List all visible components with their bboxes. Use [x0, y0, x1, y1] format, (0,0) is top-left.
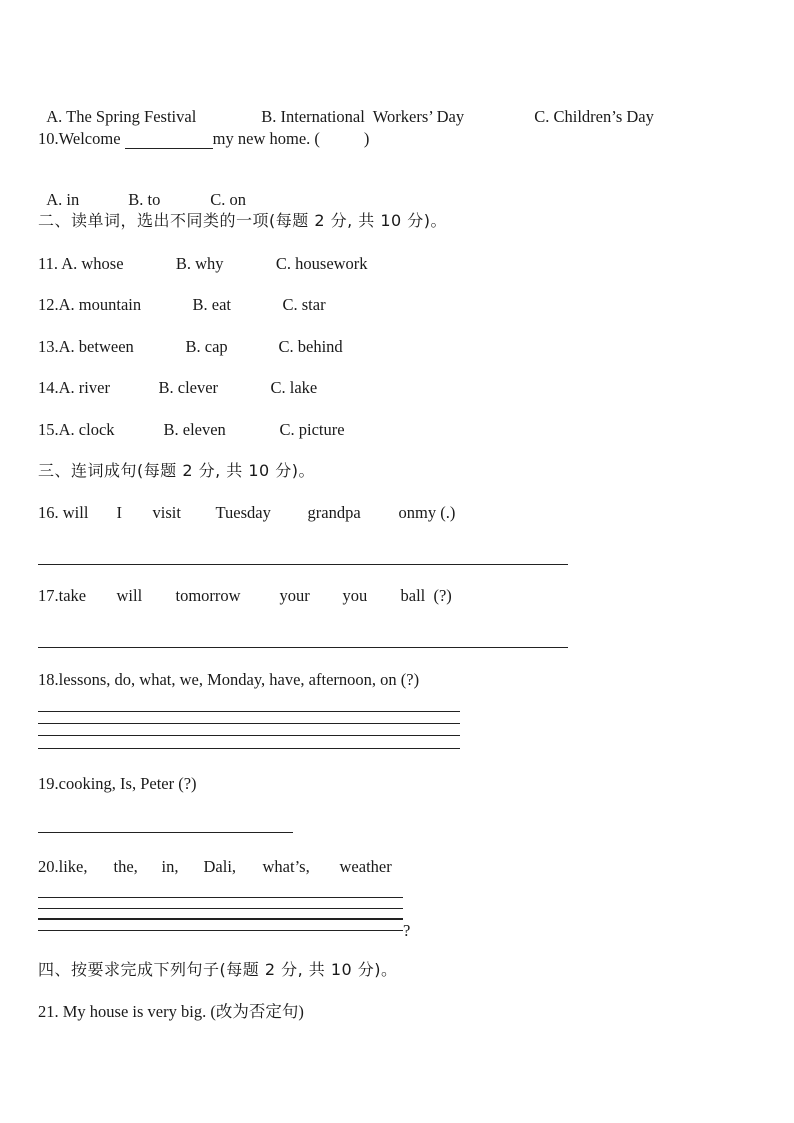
q9-option-b: B. International Workers’ Day [261, 107, 465, 126]
q20-answer-line[interactable] [38, 918, 403, 920]
q13-option-a: .A. between [54, 337, 134, 356]
q10-option-b: B. to [128, 190, 161, 209]
q19-text: .cooking, Is, Peter (?) [54, 774, 197, 793]
q21-text: . My house is very big. (改为否定句) [54, 1002, 304, 1021]
q15-option-c: C. picture [279, 420, 345, 439]
q12-option-a: .A. mountain [54, 295, 142, 314]
q10-close: ) [363, 129, 370, 148]
q20-word: weather [339, 857, 392, 876]
q20 [38, 857, 392, 877]
q17-word: will [116, 586, 143, 605]
section3-title: 三、连词成句(每题 2 分, 共 10 分)。 [38, 461, 316, 480]
q17-word: your [279, 586, 310, 605]
q17 [38, 586, 452, 606]
q20-word: what’s, [262, 857, 310, 876]
q18-answer-line[interactable] [38, 723, 460, 724]
q16-word: visit [152, 503, 181, 522]
q10-before: Welcome [58, 129, 125, 148]
q18-answer-line[interactable] [38, 748, 460, 749]
q12-option-c: C. star [282, 295, 326, 314]
q21 [38, 1002, 304, 1022]
q16-number: 16 [38, 503, 55, 522]
q16-word: onmy (.) [398, 503, 456, 522]
q15-number: 15 [38, 420, 55, 439]
q18-number: 18 [38, 670, 55, 689]
q17-word: ball (?) [400, 586, 452, 605]
q13-number: 13 [38, 337, 55, 356]
q11-option-c: C. housework [275, 254, 368, 273]
q10-question [38, 129, 369, 149]
section4-title: 四、按要求完成下列句子(每题 2 分, 共 10 分)。 [38, 960, 398, 979]
q17-number: 17 [38, 586, 55, 605]
q14-option-a: .A. river [54, 378, 110, 397]
q10-number: 10. [38, 129, 59, 148]
q19 [38, 774, 197, 794]
q15-option-a: .A. clock [54, 420, 115, 439]
q11-option-a: . A. whose [53, 254, 124, 273]
q17-answer-line[interactable] [38, 647, 568, 648]
q18-answer-line[interactable] [38, 711, 460, 712]
q13-option-b: B. cap [185, 337, 228, 356]
section2-title: 二、读单词，选出不同类的一项(每题 2 分, 共 10 分)。 [38, 211, 448, 230]
q12-number: 12 [38, 295, 55, 314]
q21-number: 21 [38, 1002, 55, 1021]
q9-options [38, 87, 654, 127]
q20-word: .like, [54, 857, 88, 876]
q14-number: 14 [38, 378, 55, 397]
q9-option-c: C. Children’s Day [534, 107, 654, 126]
q10-after: my new home. ( [212, 129, 320, 148]
q20-answer-line[interactable] [38, 897, 403, 898]
q18-answer-line[interactable] [38, 735, 460, 736]
q10-blank[interactable] [125, 132, 213, 149]
q16-answer-line[interactable] [38, 564, 568, 565]
q20-answer-line[interactable] [38, 930, 403, 931]
q16-word: grandpa [307, 503, 361, 522]
q14-option-c: C. lake [270, 378, 318, 397]
q17-word: tomorrow [175, 586, 241, 605]
q12 [38, 295, 326, 315]
q10-option-c: C. on [210, 190, 247, 209]
q17-word: .take [54, 586, 87, 605]
q20-word: Dali, [203, 857, 237, 876]
q10-option-a: A. in [46, 190, 80, 209]
q10-options [38, 170, 246, 210]
q12-option-b: B. eat [192, 295, 231, 314]
q13 [38, 337, 343, 357]
q19-number: 19 [38, 774, 55, 793]
q15-option-b: B. eleven [163, 420, 226, 439]
q19-answer-line[interactable] [38, 832, 293, 833]
q11 [38, 254, 368, 274]
q18-text: .lessons, do, what, we, Monday, have, afternoon, on (?) [54, 670, 420, 689]
q20-answer-line[interactable] [38, 908, 403, 909]
q14 [38, 378, 317, 398]
q20-word: in, [161, 857, 179, 876]
q16-word: I [116, 503, 122, 522]
q18 [38, 670, 419, 690]
q16-word: . will [54, 503, 89, 522]
q20-word: the, [113, 857, 138, 876]
q16-word: Tuesday [215, 503, 271, 522]
q9-option-a: A. The Spring Festival [46, 107, 197, 126]
q20-question-mark: ? [403, 921, 411, 940]
q11-number: 11 [38, 254, 54, 273]
q13-option-c: C. behind [278, 337, 343, 356]
q11-option-b: B. why [175, 254, 224, 273]
q17-word: you [342, 586, 368, 605]
q14-option-b: B. clever [158, 378, 219, 397]
q16 [38, 503, 455, 523]
q20-number: 20 [38, 857, 55, 876]
q15 [38, 420, 345, 440]
